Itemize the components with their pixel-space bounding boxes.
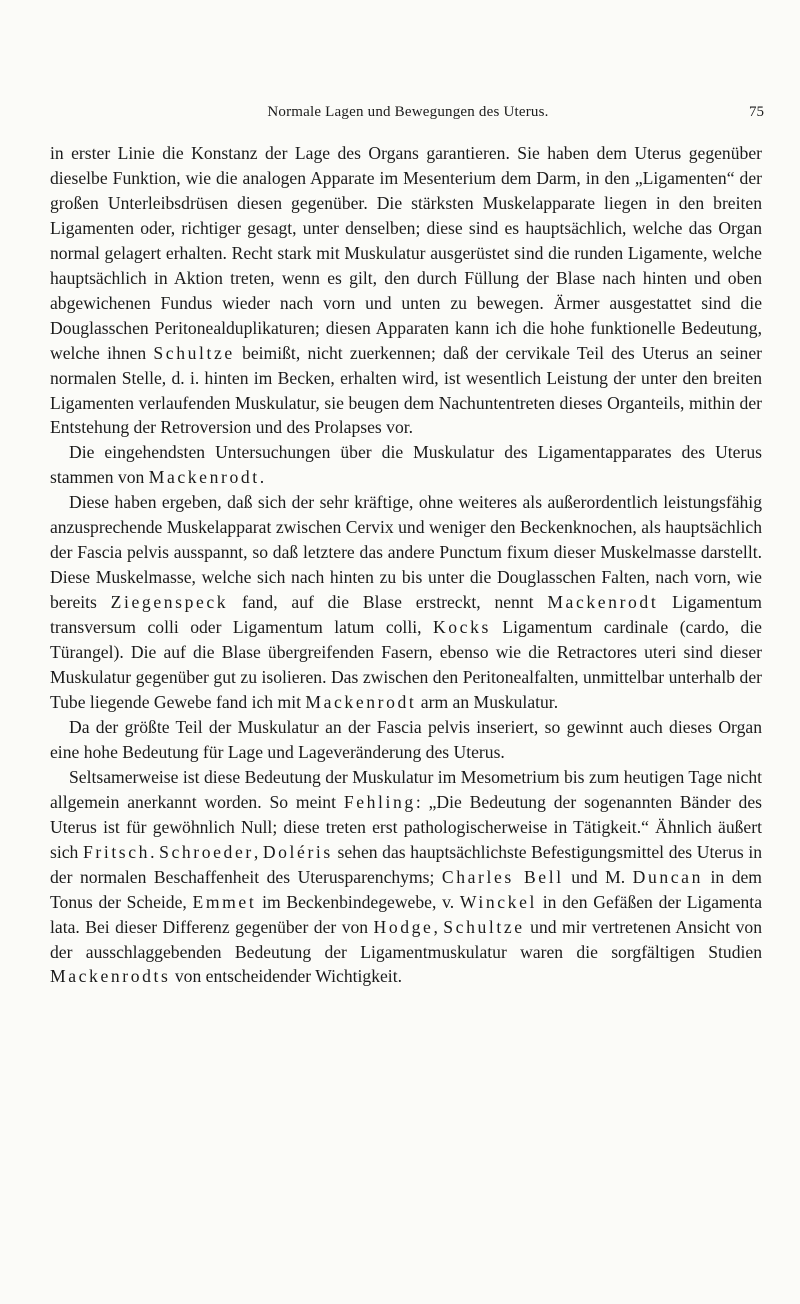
text-run: Ligamentum transversum colli oder Ligamentum latum colli,: [50, 592, 762, 638]
text-run: und M.: [563, 866, 633, 887]
text-run: Da der größte Teil der Muskulatur an der Fascia pelvis inseriert, so gewinnt auch dieses Organ eine hohe Bedeutung für Lage und Lageveränderung des Uterus.: [50, 716, 762, 762]
spaced-name: Schroeder: [159, 841, 254, 862]
text-run: in den Gefäßen der Ligamenta lata. Bei dieser Differenz gegenüber der von: [50, 891, 763, 937]
text-run: in dem Tonus der Scheide,: [50, 866, 762, 912]
text-run: beimißt, nicht zuerkennen; daß der cervikale Teil des Uterus an seiner normalen Stelle, d. i. hinten im Becken, erhalten wird, ist wesentlich Leistung der unter den breiten Ligamenten verlaufenden Muskulatur, sie beugen dem Nachuntentreten dieses Organteils, mithin der Entstehung der Retroversion und des Prolapses vor.: [50, 342, 762, 438]
spaced-name: Schultze: [443, 916, 525, 937]
spaced-name: Mackenrodt: [547, 592, 659, 613]
spaced-name: Kocks: [432, 617, 491, 638]
spaced-name: Ziegenspeck: [110, 592, 229, 613]
text-run: ,: [433, 916, 444, 937]
text-run: sehen das hauptsächlichste Befestigungsmittel des Uterus in der normalen Beschaffenheit des Uterusparenchyms;: [50, 841, 763, 887]
spaced-name: Doléris: [262, 841, 333, 862]
spaced-name: Schultze: [153, 342, 235, 363]
spaced-name: Fehling: [343, 791, 416, 812]
running-header: [52, 104, 764, 126]
spaced-name: Duncan: [632, 866, 703, 887]
text-run: .: [259, 467, 265, 488]
body-text: [50, 141, 762, 989]
text-run: .: [150, 841, 160, 862]
text-run: Seltsamerweise ist diese Bedeutung der Muskulatur im Mesometrium bis zum heutigen Tage nicht allgemein anerkannt worden. So meint: [50, 766, 762, 812]
text-run: ,: [253, 841, 263, 862]
paragraph: [50, 440, 762, 490]
spaced-name: Mackenrodts: [50, 966, 171, 987]
text-run: im Beckenbindegewebe, v.: [256, 891, 460, 912]
text-run: arm an Muskulatur.: [416, 691, 559, 712]
paragraph: [50, 765, 762, 990]
spaced-name: Emmet: [192, 891, 257, 912]
spaced-name: Mackenrodt: [305, 691, 417, 712]
spaced-name: Hodge: [373, 916, 434, 937]
paragraph: [50, 490, 762, 715]
text-run: Ligamentum cardinale (cardo, die Türangel). Die auf die Blase übergreifenden Fasern, ebenso wie die Retractores uteri sind dieser Muskulatur gegenüber gut zu isolieren. Das zwischen den Peritonealfalten, unmittelbar unterhalb der Tube liegende Gewebe fand ich mit: [50, 617, 762, 712]
text-run: fand, auf die Blase erstreckt, nennt: [228, 592, 548, 613]
text-run: und mir vertretenen Ansicht von der ausschlaggebenden Bedeutung der Ligamentmuskulatur waren die sorgfältigen Studien: [50, 916, 762, 962]
spaced-name: Charles Bell: [441, 866, 564, 887]
text-run: Diese haben ergeben, daß sich der sehr kräftige, ohne weiteres als außerordentlich leistungsfähig anzusprechende Muskelapparat zwischen Cervix und weniger den Beckenknochen, als hauptsächlich der Fascia pelvis ausspannt, so daß letztere das andere Punctum fixum dieser Muskelmasse darstellt. Diese Muskelmasse, welche sich nach hinten zu bis unter die Douglasschen Falten, nach vorn, wie bereits: [50, 492, 762, 613]
text-run: von entscheidender Wichtigkeit.: [170, 966, 402, 987]
paragraph: [50, 141, 762, 440]
spaced-name: Mackenrodt: [148, 467, 260, 488]
text-run: in erster Linie die Konstanz der Lage des Organs garantieren. Sie haben dem Uterus gegenüber dieselbe Funktion, wie die analogen Apparate im Mesenterium dem Darm, in den „Ligamenten“ der großen Unterleibsdrüsen diesen gegenüber. Die stärksten Muskelapparate liegen in den breiten Ligamenten oder, richtiger gesagt, unter denselben; diese sind es hauptsächlich, welche das Organ normal gelagert erhalten. Recht stark mit Muskulatur ausgerüstet sind die runden Ligamente, welche hauptsächlich in Aktion treten, wenn es gilt, den durch Füllung der Blase nach hinten und oben abgewichenen Fundus wieder nach vorn und unten zu bewegen. Ärmer ausgestattet sind die Douglasschen Peritonealduplikaturen; diesen Apparaten kann ich die hohe funktionelle Bedeutung, welche ihnen: [50, 143, 762, 363]
paragraph: [50, 715, 762, 765]
text-run: : „Die Bedeutung der sogenannten Bänder des Uterus ist für gewöhnlich Null; diese treten erst pathologischerweise in Tätigkeit.“ Ähnlich äußert sich: [50, 791, 762, 862]
spaced-name: Winckel: [459, 891, 537, 912]
spaced-name: Fritsch: [82, 841, 151, 862]
page-number: 75: [749, 104, 764, 120]
running-title: Normale Lagen und Bewegungen des Uterus.: [267, 104, 549, 120]
text-run: Die eingehendsten Untersuchungen über die Muskulatur des Ligamentapparates des Uterus stammen von: [50, 442, 762, 488]
